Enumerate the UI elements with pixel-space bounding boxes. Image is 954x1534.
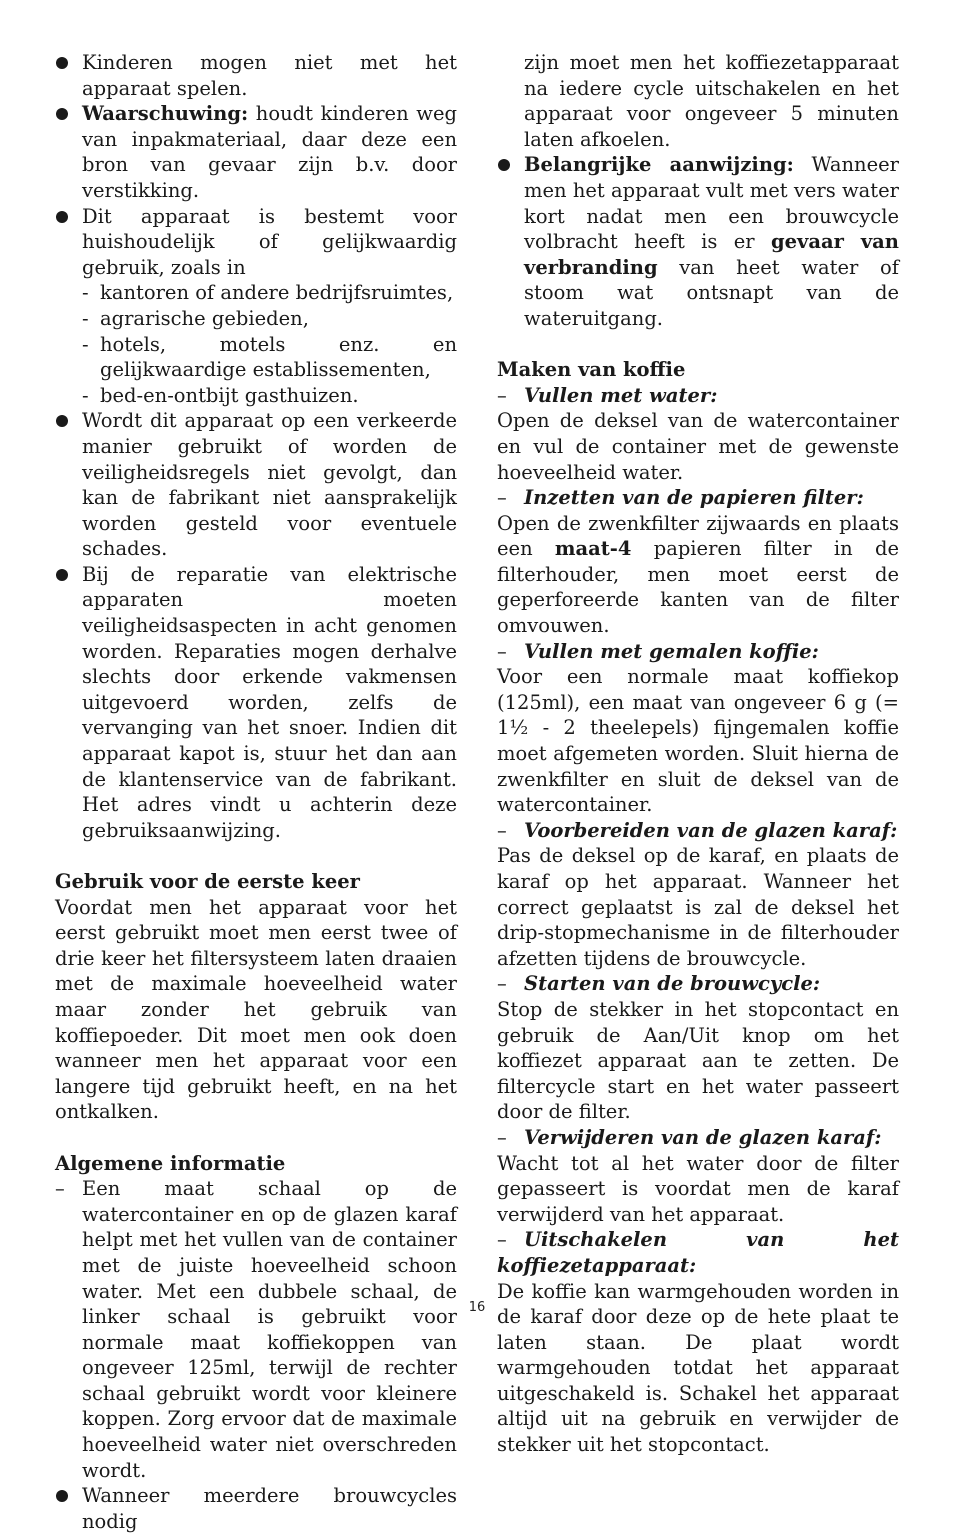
right-column xyxy=(497,50,899,1458)
step-heading-ground-coffee: – Vullen met gemalen koffie: xyxy=(497,639,819,663)
warning-label: Waarschuwing: xyxy=(82,102,249,126)
step-heading-switch-off: – Uitschakelen van het koffiezetapparaat: xyxy=(497,1228,899,1277)
step-body-ground-coffee: Voor een normale maat koffiekop (125ml), een maat van ongeveer 6 g (= 1½ - 2 theelepels) fijngemalen koffie moet afgemeten worden. Sluit hierna de zwenkfilter en sluit de deksel van de watercontainer. xyxy=(497,665,899,817)
safety-item-household-use: Dit apparaat is bestemt voor huishoudelijk of gelijkwaardig gebruik, zoals in xyxy=(55,204,457,281)
safety-item-liability: Wordt dit apparaat op een verkeerde manier gebruikt of worden de veiligheidsregels niet gevolgt, dan kan de fabrikant niet aansprakelijk worden gesteld voor eventuele schades. xyxy=(55,408,457,562)
step-heading-fill-water: – Vullen met water: xyxy=(497,383,718,407)
first-use-heading: Gebruik voor de eerste keer xyxy=(55,870,360,893)
important-note-label: Belangrijke aanwijzing: xyxy=(524,153,794,177)
step-heading-prepare-carafe: – Voorbereiden van de glazen karaf: xyxy=(497,818,898,842)
making-coffee-heading: Maken van koffie xyxy=(497,358,686,382)
page-number: 16 xyxy=(468,1300,486,1315)
general-info-scale-item: – Een maat schaal op de watercontainer en op de glazen karaf helpt met het vullen van de container met de juiste hoeveelheid schoon water. Met een dubbele schaal, de linker schaal is gebruikt voor normale maat koffiekoppen van ongeveer 125ml, terwijl de rechter schaal gebruikt wordt voor kleinere koppen. Zorg ervoor dat de maximale hoeveelheid water niet overschreden wordt. xyxy=(55,1176,457,1483)
step-heading-remove-carafe: – Verwijderen van de glazen karaf: xyxy=(497,1125,882,1149)
general-info-heading: Algemene informatie xyxy=(55,1151,286,1175)
step-body-prepare-carafe: Pas de deksel op de karaf, en plaats de karaf op het apparaat. Wanneer het correct geplaatst is zal de deksel het drip-stopmechanisme in de filterhouder afzetten tijdens de brouwcycle. xyxy=(497,844,899,970)
step-body-start-brew: Stop de stekker in het stopcontact en gebruik de Aan/Uit knop om het koffiezet apparaat aan te zetten. De filtercycle start en het water passeert door de filter. xyxy=(497,997,899,1124)
step-body-fill-water: Open de deksel van de watercontainer en vul de container met de gewenste hoeveelheid water. xyxy=(497,409,899,484)
safety-item-repair: Bij de reparatie van elektrische apparaten moeten veiligheidsaspecten in acht genomen worden. Reparaties mogen derhalve slechts door erkende vakmensen uitgevoerd worden, zelfs de vervanging van het snoer. Indien dit apparaat kapot is, stuur het dan aan de klantenservice van de fabrikant. Het adres vindt u achterin deze gebruiksaanwijzing. xyxy=(55,562,457,844)
usage-list-item: - bed-en-ontbijt gasthuizen. xyxy=(55,383,457,409)
first-use-body: Voordat men het apparaat voor het eerst gebruikt moet men eerst twee of drie keer het filtersysteem laten draaien met de maximale hoeveelheid water maar zonder het gebruik van koffiepoeder. Dit moet men ook doen wanneer men het apparaat voor een langere tijd gebruikt heeft, en na het ontkalken. xyxy=(55,895,457,1124)
step-body-switch-off: De koffie kan warmgehouden worden in de karaf door deze op de hete plaat te laten staan. De plaat wordt warmgehouden totdat het apparaat uitgeschakeld is. Schakel het apparaat altijd uit na gebruik en verwijder de stekker uit het stopcontact. xyxy=(497,1279,899,1457)
step-body-paper-filter: Open de zwenkfilter zijwaards en plaats een maat-4 papieren filter in de filterhouder, men moet eerst de geperforeerde kanten van de filter omvouwen. xyxy=(497,511,899,638)
step-heading-start-brew: – Starten van de brouwcycle: xyxy=(497,972,821,996)
usage-list-item: - kantoren of andere bedrijfsruimtes, xyxy=(55,280,457,306)
usage-list-item: - agrarische gebieden, xyxy=(55,306,457,332)
safety-item-packaging: Waarschuwing: houdt kinderen weg van inpakmateriaal, daar deze een bron van gevaar zijn b.v. door verstikking. xyxy=(55,101,457,203)
usage-list-item: - hotels, motels enz. en gelijkwaardige establissementen, xyxy=(55,332,457,383)
step-heading-paper-filter: – Inzetten van de papieren filter: xyxy=(497,486,864,510)
brew-cycles-continuation: zijn moet men het koffiezetapparaat na iedere cycle uitschakelen en het apparaat voor ongeveer 5 minuten laten afkoelen. xyxy=(524,51,899,151)
step-body-remove-carafe: Wacht tot al het water door de filter gepasseert is voordat men de karaf verwijderd van het apparaat. xyxy=(497,1151,899,1226)
burn-hazard-emphasis: gevaar van verbranding xyxy=(524,230,899,279)
filter-size-emphasis: maat-4 xyxy=(554,537,632,561)
general-info-brew-cycles-item: Wanneer meerdere brouwcycles nodig xyxy=(55,1483,457,1534)
safety-item-children: Kinderen mogen niet met het apparaat spelen. xyxy=(55,50,457,101)
important-note: Belangrijke aanwijzing: Wanneer men het apparaat vult met vers water kort nadat men een brouwcycle volbracht heeft is er gevaar van verbranding van heet water of stoom wat ontsnapt van de wateruitgang. xyxy=(497,152,899,331)
